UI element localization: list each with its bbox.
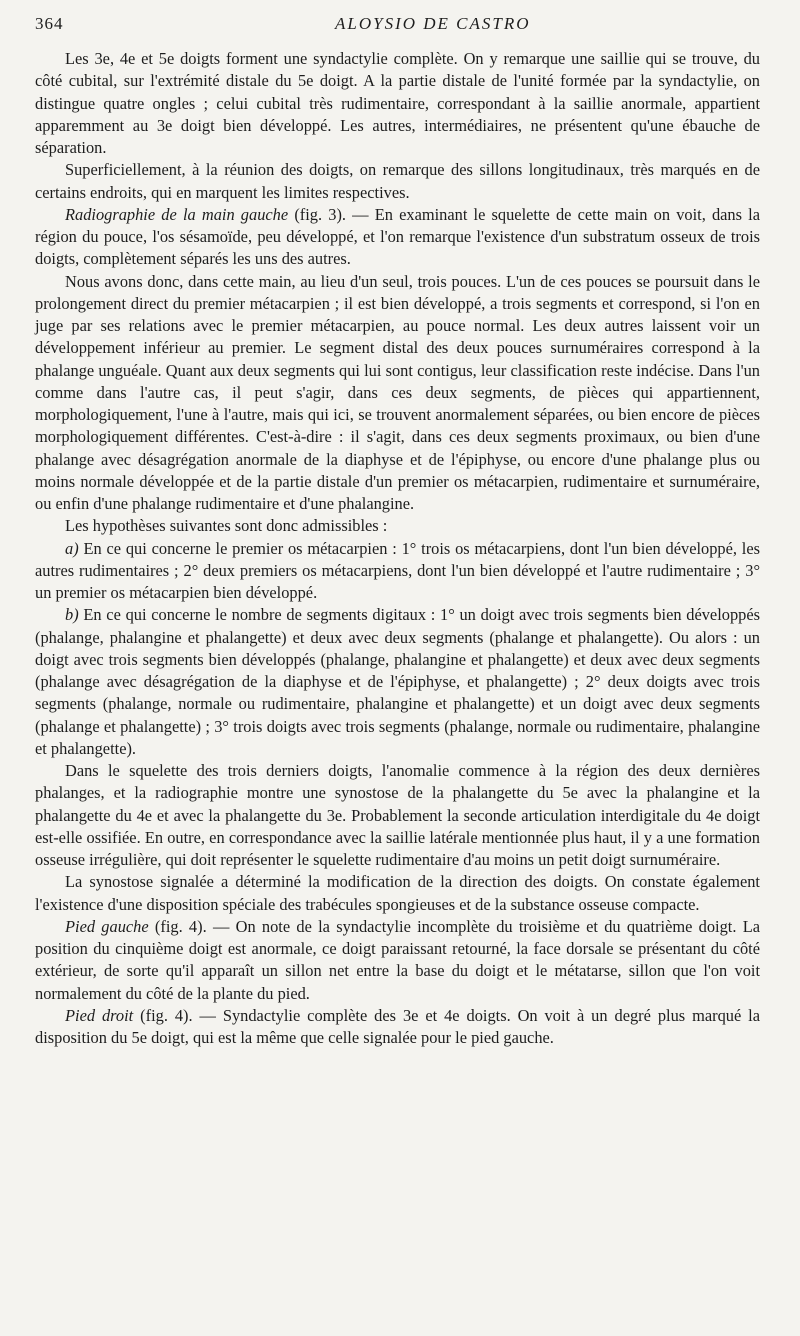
body-text: [35, 48, 760, 1049]
section-label: Radiographie de la main gauche: [65, 204, 289, 224]
paragraph: La synostose signalée a déterminé la modification de la direction des doigts. On constate également l'existence d'une disposition spéciale des trabécules spongieuses et de la substance osseuse compacte.: [35, 872, 760, 914]
list-marker: b): [65, 605, 79, 625]
section-label: Pied gauche: [65, 916, 149, 936]
paragraph: Pied gauche (fig. 4). — On note de la syndactylie incomplète du troisième et du quatrième doigt. La position du cinquième doigt est anormale, ce doigt paraissant retourné, la face dorsale se présentant du côté extérieur, de sorte qu'il apparaît un sillon net entre la base du doigt et le métatarse, sillon que l'on voit normalement du côté de la plante du pied.: [35, 916, 760, 1003]
paragraph: Dans le squelette des trois derniers doigts, l'anomalie commence à la région des deux dernières phalanges, et la radiographie montre une synostose de la phalangette du 5e avec la phalangine et la phalangette du 4e et avec la phalangette du 3e. Probablement la seconde articulation interdigitale du 4e doigt est-elle ossifiée. En outre, en correspondance avec la saillie latérale mentionnée plus haut, il y a une formation osseuse irrégulière, qui doit représenter le squelette rudimentaire d'au moins un petit doigt surnuméraire.: [35, 761, 760, 869]
paragraph: a) En ce qui concerne le premier os métacarpien : 1° trois os métacarpiens, dont l'un bien développé, les autres rudimentaires ; 2° deux premiers os métacarpiens, dont l'un bien développé et l'autre rudimentaire ; 3° un premier os métacarpien bien développé.: [35, 538, 760, 602]
paragraph: Pied droit (fig. 4). — Syndactylie complète des 3e et 4e doigts. On voit à un degré plus marqué la disposition du 5e doigt, qui est la même que celle signalée pour le pied gauche.: [35, 1005, 760, 1047]
paragraph: Les 3e, 4e et 5e doigts forment une syndactylie complète. On y remarque une saillie qui se trouve, du côté cubital, sur l'extrémité distale du 5e doigt. A la partie distale de l'unité formée par la syndactylie, on distingue quatre ongles ; celui cubital très rudimentaire, correspondant à la saillie anormale, appartient apparemment au 3e doigt bien développé. Les autres, intermédiaires, ne présentent qu'une ébauche de séparation.: [35, 49, 760, 157]
paragraph: b) En ce qui concerne le nombre de segments digitaux : 1° un doigt avec trois segments bien développés (phalange, phalangine et phalangette) et deux avec deux segments (phalange et phalangette). Ou alors : un doigt avec trois segments bien développés (phalange, phalangine et phalangette) et deux avec deux segments (phalange avec désagrégation de la diaphyse et de l'épiphyse, et phalangette) ; 2° deux doigts avec trois segments (phalange, normale ou rudimentaire, phalangine et phalangette) et un doigt avec deux segments (phalange et phalangette) ; 3° trois doigts avec trois segments (phalange, normale ou rudimentaire, phalangine et phalangette).: [35, 605, 760, 758]
section-label: Pied droit: [65, 1005, 134, 1025]
page-number: 364: [35, 14, 64, 33]
paragraph: Radiographie de la main gauche (fig. 3). — En examinant le squelette de cette main on voit, dans la région du pouce, l'os sésamoïde, peu développé, et l'on remarque l'existence d'un substratum osseux de trois doigts, complètement séparés les uns des autres.: [35, 204, 760, 269]
paragraph: Les hypothèses suivantes sont donc admissibles :: [65, 516, 388, 536]
page-header: [35, 14, 760, 48]
running-title: ALOYSIO DE CASTRO: [335, 14, 531, 33]
paragraph: Superficiellement, à la réunion des doigts, on remarque des sillons longitudinaux, très marqués en de certains endroits, qui en marquent les limites respectives.: [35, 160, 760, 202]
list-marker: a): [65, 538, 79, 558]
paragraph: Nous avons donc, dans cette main, au lieu d'un seul, trois pouces. L'un de ces pouces se poursuit dans le prolongement direct du premier métacarpien ; il est bien développé, a trois segments et correspond, si l'on en juge par ses relations avec le premier métacarpien, au pouce normal. Les deux autres laissent voir un développement inférieur au premier. Le segment distal des deux pouces surnuméraires correspond à la phalange unguéale. Quant aux deux segments qui lui sont contigus, leur classification reste indécise. Dans l'un comme dans l'autre cas, il peut s'agir, dans ces deux segments, de pièces qui appartiennent, morphologiquement, l'une à l'autre, mais qui ici, se trouvent anormalement séparées, ou bien encore de pièces morphologiquement différentes. C'est-à-dire : il s'agit, dans ces deux segments proximaux, ou bien d'une phalange avec désagrégation anormale de la diaphyse et de l'épiphyse, ou encore d'une phalange plus ou moins normale développée et de la partie distale d'un premier os métacarpien, rudimentaire et surnuméraire, ou enfin d'une phalange rudimentaire et d'une phalangine.: [35, 271, 760, 513]
